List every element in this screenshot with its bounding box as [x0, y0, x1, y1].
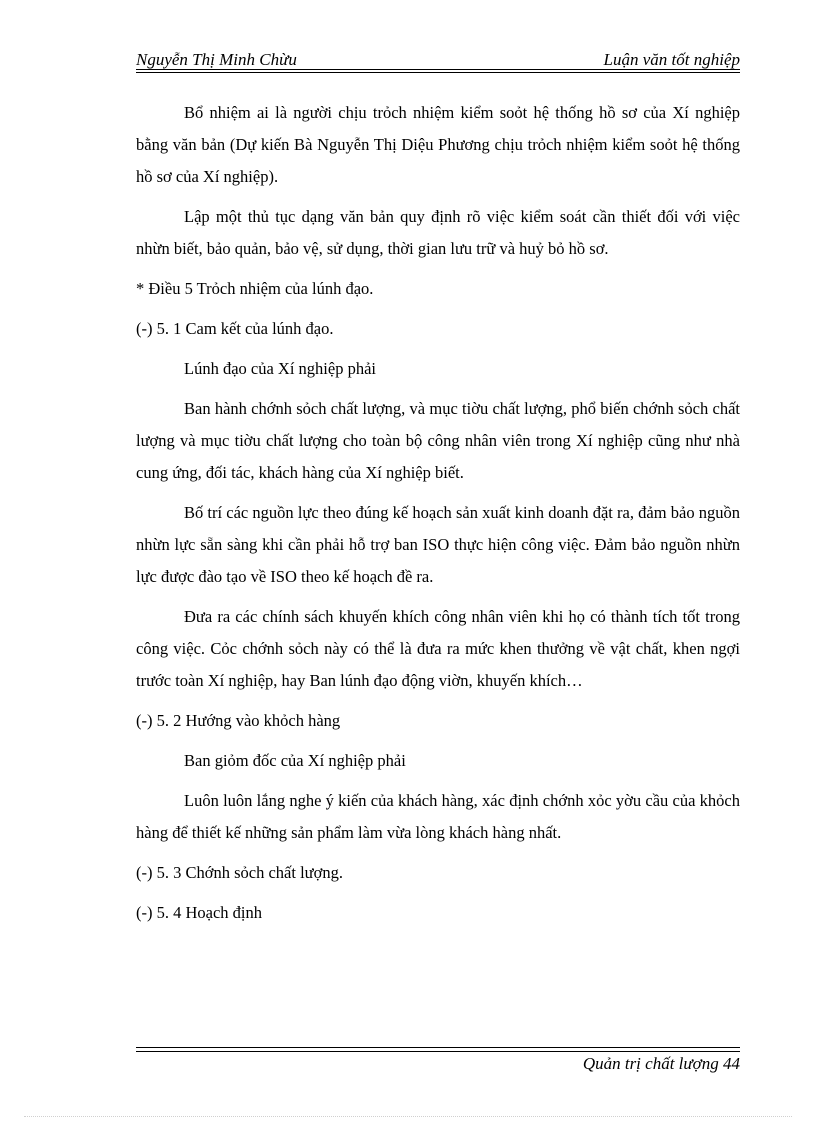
- heading-5-4: (-) 5. 4 Hoạch định: [136, 903, 263, 922]
- page-edge-divider: [24, 1116, 792, 1117]
- body-text: [136, 97, 740, 937]
- header-author: Nguyễn Thị Minh Chừu: [136, 50, 297, 69]
- header-rule-top: [136, 69, 740, 70]
- paragraph-incentives: Đưa ra các chính sách khuyến khích công nhân viên khi họ có thành tích tốt trong công việc. Cỏc chớnh sỏch này có thể là đưa ra mức khen thưởng về vật chất, khen ngợi trước toàn Xí nghiệp, hay Ban lúnh đạo động viờn, khuyến khích…: [136, 607, 740, 690]
- paragraph-records-procedure: Lập một thủ tục dạng văn bản quy định rõ việc kiểm soát cần thiết đối với việc nhừn biết, bảo quản, bảo vệ, sử dụng, thời gian lưu trữ và huỷ bỏ hồ sơ.: [136, 207, 740, 258]
- footer-rule-top: [136, 1047, 740, 1048]
- paragraph-appoint-responsible: Bổ nhiệm ai là người chịu trỏch nhiệm kiểm soỏt hệ thống hồ sơ của Xí nghiệp bằng văn bản (Dự kiến Bà Nguyễn Thị Diệu Phương chịu trỏch nhiệm kiểm soỏt hệ thống hồ sơ của Xí nghiệp).: [136, 103, 740, 186]
- footer-rule-bottom: [136, 1051, 740, 1052]
- header-thesis-label: Luận văn tốt nghiệp: [603, 50, 740, 69]
- header-rule-bottom: [136, 72, 740, 73]
- page-footer: Quản trị chất lượng 44: [582, 1054, 740, 1073]
- heading-article-5: * Điều 5 Trỏch nhiệm của lúnh đạo.: [136, 279, 374, 298]
- paragraph-customer-listening: Luôn luôn lắng nghe ý kiến của khách hàng, xác định chớnh xỏc yờu cầu của khỏch hàng để thiết kế những sản phẩm làm vừa lòng khách hàng nhất.: [136, 791, 740, 842]
- paragraph-leadership-must: Lúnh đạo của Xí nghiệp phải: [184, 359, 376, 378]
- paragraph-quality-policy: Ban hành chớnh sỏch chất lượng, và mục tiờu chất lượng, phổ biến chớnh sỏch chất lượng và mục tiờu chất lượng cho toàn bộ công nhân viên trong Xí nghiệp cũng như nhà cung ứng, đối tác, khách hàng của Xí nghiệp biết.: [136, 399, 740, 482]
- heading-5-3: (-) 5. 3 Chớnh sỏch chất lượng.: [136, 863, 343, 882]
- heading-5-2: (-) 5. 2 Hướng vào khỏch hàng: [136, 711, 341, 730]
- heading-5-1: (-) 5. 1 Cam kết của lúnh đạo.: [136, 319, 334, 338]
- paragraph-board-must: Ban giỏm đốc của Xí nghiệp phải: [184, 751, 406, 770]
- paragraph-resources: Bố trí các nguồn lực theo đúng kế hoạch sản xuất kinh doanh đặt ra, đảm bảo nguồn nhừn lực sẵn sàng khi cần phải hỗ trợ ban ISO thực hiện công việc. Đảm bảo nguồn nhừn lực được đào tạo về ISO theo kế hoạch đề ra.: [136, 503, 740, 586]
